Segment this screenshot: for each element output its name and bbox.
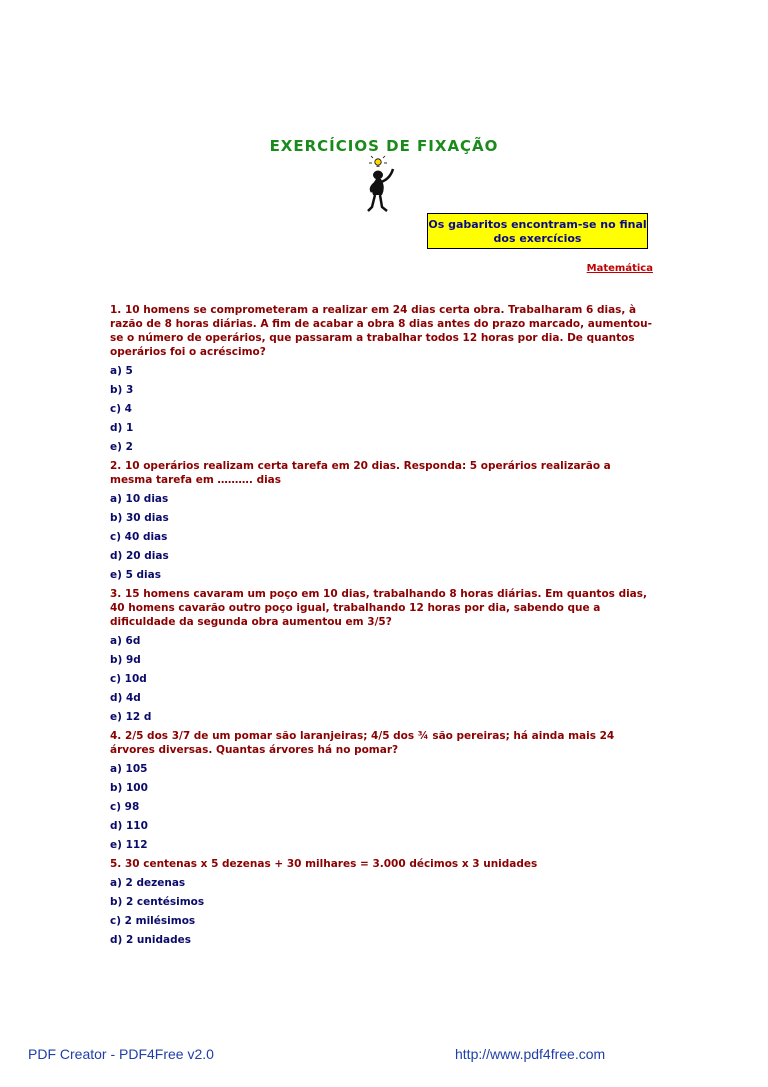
option: a) 105 — [110, 763, 148, 775]
option: b) 2 centésimos — [110, 896, 205, 908]
option: d) 4d — [110, 692, 141, 704]
option: b) 30 dias — [110, 512, 169, 524]
question-text: 3. 15 homens cavaram um poço em 10 dias, trabalhando 8 horas diárias. Em quantos dias, 40 homens cavarão outro poço igual, trabalhando 12 horas por dia, sabendo que a dificuldade da segunda obra aumentou em 3/5? — [110, 588, 648, 628]
answer-key-note — [427, 213, 648, 249]
option: a) 2 dezenas — [110, 877, 186, 889]
option: b) 100 — [110, 782, 148, 794]
question-5 — [110, 857, 655, 947]
question-text: 1. 10 homens se comprometeram a realizar em 24 dias certa obra. Trabalharam 6 dias, à razão de 8 horas diárias. A fim de acabar a obra 8 dias antes do prazo marcado, aumentou-se o número de operários, que passaram a trabalhar todos 12 horas por dia. De quantos operários foi o acréscimo? — [110, 304, 652, 358]
question-3 — [110, 587, 655, 724]
option: e) 5 dias — [110, 569, 161, 581]
note-line-2: dos exercícios — [493, 232, 582, 245]
subject-link[interactable]: Matemática — [586, 263, 653, 274]
question-text: 2. 10 operários realizam certa tarefa em 20 dias. Responda: 5 operários realizarão a mesma tarefa em ………. dias — [110, 460, 611, 486]
option: c) 40 dias — [110, 531, 168, 543]
question-4 — [110, 729, 655, 852]
option: e) 12 d — [110, 711, 152, 723]
note-line-1: Os gabaritos encontram-se no final — [428, 218, 647, 231]
option: d) 2 unidades — [110, 934, 191, 946]
option: d) 1 — [110, 422, 134, 434]
thinking-person-lightbulb-icon — [360, 155, 408, 217]
option: d) 110 — [110, 820, 148, 832]
option: e) 2 — [110, 441, 133, 453]
option: c) 98 — [110, 801, 140, 813]
question-text: 4. 2/5 dos 3/7 de um pomar são laranjeiras; 4/5 dos ¾ são pereiras; há ainda mais 24 árvores diversas. Quantas árvores há no pomar? — [110, 730, 615, 756]
footer-creator-text: PDF Creator - PDF4Free v2.0 — [28, 1046, 214, 1062]
option: e) 112 — [110, 839, 148, 851]
question-text: 5. 30 centenas x 5 dezenas + 30 milhares = 3.000 décimos x 3 unidades — [110, 858, 538, 870]
footer-url-link[interactable]: http://www.pdf4free.com — [455, 1046, 606, 1062]
option: a) 10 dias — [110, 493, 169, 505]
option: c) 2 milésimos — [110, 915, 196, 927]
option: b) 9d — [110, 654, 141, 666]
option: d) 20 dias — [110, 550, 169, 562]
question-1 — [110, 303, 655, 454]
option: b) 3 — [110, 384, 134, 396]
option: a) 6d — [110, 635, 141, 647]
page-title: EXERCÍCIOS DE FIXAÇÃO — [269, 137, 499, 155]
exercise-list — [110, 303, 655, 952]
option: a) 5 — [110, 365, 133, 377]
question-2 — [110, 459, 655, 582]
option: c) 10d — [110, 673, 147, 685]
option: c) 4 — [110, 403, 132, 415]
